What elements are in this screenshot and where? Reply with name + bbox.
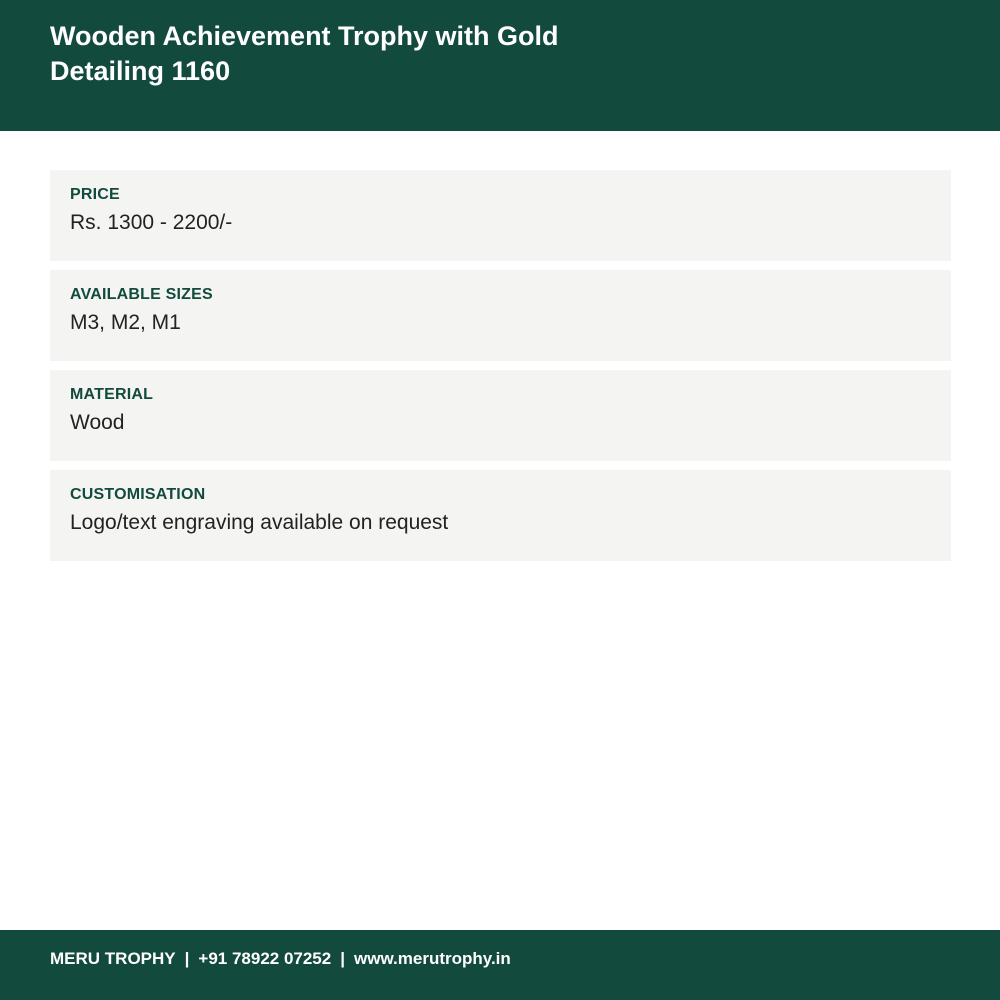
page-header	[0, 0, 1000, 131]
spec-card-price	[50, 170, 951, 261]
spec-value: M3, M2, M1	[70, 311, 181, 334]
spec-card-sizes	[50, 270, 951, 361]
footer-contact-line	[50, 948, 511, 970]
footer-website-link[interactable]: www.merutrophy.in	[354, 949, 511, 968]
spec-label: CUSTOMISATION	[70, 486, 206, 503]
spec-value: Logo/text engraving available on request	[70, 511, 449, 534]
spec-value: Rs. 1300 - 2200/-	[70, 211, 233, 234]
footer-brand: MERU TROPHY	[50, 949, 176, 968]
footer-separator: |	[184, 949, 190, 968]
spec-value: Wood	[70, 411, 125, 434]
product-title: Wooden Achievement Trophy with Gold Detailing 1160	[50, 21, 559, 86]
spec-label: PRICE	[70, 186, 120, 203]
spec-card-material	[50, 370, 951, 461]
page-footer	[0, 930, 1000, 1000]
footer-phone[interactable]: +91 78922 07252	[198, 949, 332, 968]
spec-list	[50, 170, 951, 570]
spec-card-customisation	[50, 470, 951, 561]
spec-label: MATERIAL	[70, 386, 154, 403]
footer-separator: |	[340, 949, 345, 968]
spec-label: AVAILABLE SIZES	[70, 286, 213, 303]
